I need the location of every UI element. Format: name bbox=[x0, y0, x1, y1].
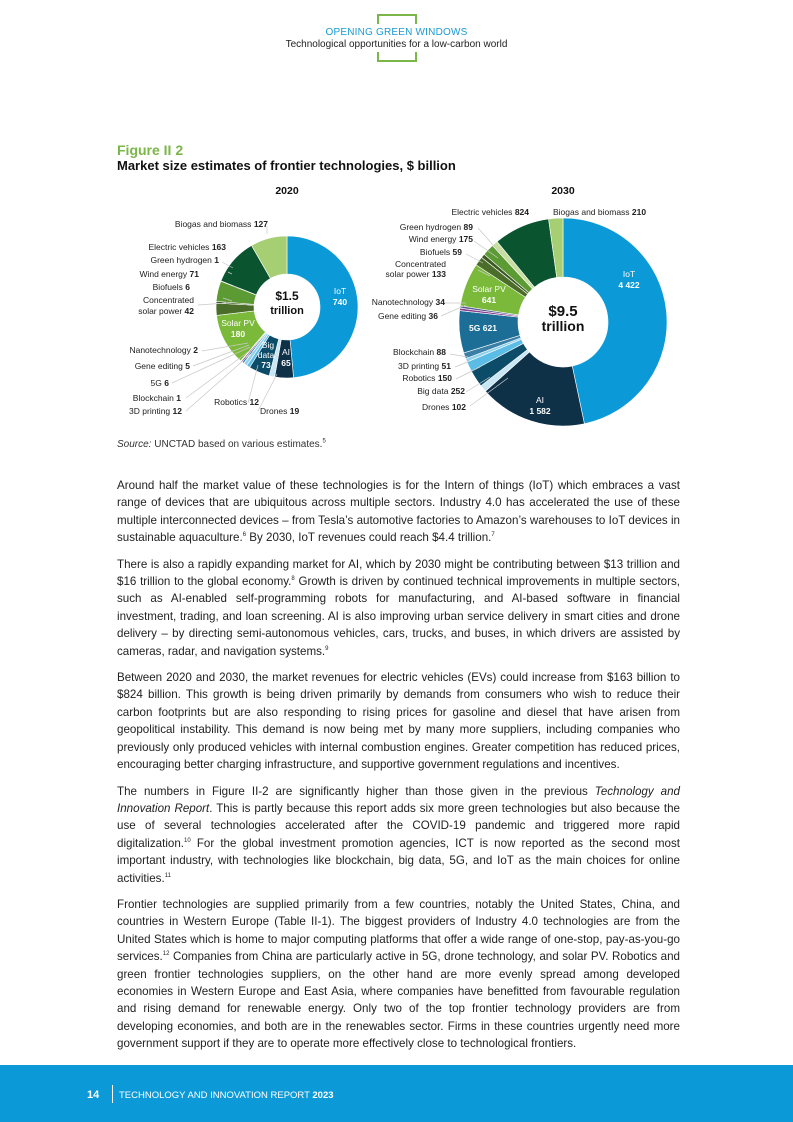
svg-text:Gene editing 5: Gene editing 5 bbox=[134, 361, 190, 371]
donut-charts bbox=[0, 175, 793, 435]
page-number: 14 bbox=[87, 1089, 100, 1101]
svg-text:Drones 19: Drones 19 bbox=[260, 406, 300, 416]
footnote-ref: 8 bbox=[291, 576, 295, 583]
svg-text:Nanotechnology 34: Nanotechnology 34 bbox=[371, 297, 445, 307]
chart-2030-title: 2030 bbox=[551, 185, 575, 197]
footnote-ref: 7 bbox=[491, 532, 495, 539]
header-bracket-top bbox=[377, 14, 417, 24]
header-subtitle: Technological opportunities for a low-carbon world bbox=[285, 39, 508, 50]
figure-source: Source: UNCTAD based on various estimates.$^5$ bbox=[117, 438, 326, 450]
body-text bbox=[117, 477, 680, 1062]
svg-text:Electric vehicles 163: Electric vehicles 163 bbox=[148, 242, 226, 252]
svg-text:Robotics 150: Robotics 150 bbox=[402, 373, 452, 383]
svg-text:AI: AI bbox=[281, 347, 291, 357]
svg-text:73: 73 bbox=[261, 360, 271, 370]
svg-text:3D printing 12: 3D printing 12 bbox=[129, 406, 182, 416]
svg-text:Wind energy 175: Wind energy 175 bbox=[408, 234, 473, 244]
footnote-ref: 10 bbox=[184, 837, 191, 844]
svg-text:740: 740 bbox=[332, 297, 348, 307]
header-bracket-bottom bbox=[377, 52, 417, 62]
svg-text:Blockchain 88: Blockchain 88 bbox=[393, 347, 446, 357]
chart-2020-total-unit: trillion bbox=[270, 305, 304, 317]
svg-text:AI: AI bbox=[535, 395, 545, 405]
svg-text:Biogas and biomass 127: Biogas and biomass 127 bbox=[174, 219, 268, 229]
svg-text:5G 621: 5G 621 bbox=[469, 323, 497, 333]
svg-text:Big: Big bbox=[261, 340, 275, 350]
svg-text:Solar PV: Solar PV bbox=[221, 318, 255, 328]
svg-text:1 582: 1 582 bbox=[529, 406, 551, 416]
svg-text:Concentrated: Concentrated bbox=[142, 295, 194, 305]
figure-label: Figure II 2 bbox=[117, 142, 184, 158]
report-name: TECHNOLOGY AND INNOVATION REPORT 2023 bbox=[119, 1090, 334, 1101]
svg-text:IoT: IoT bbox=[333, 286, 347, 296]
svg-text:Nanotechnology 2: Nanotechnology 2 bbox=[129, 345, 198, 355]
chart-2030-total-unit: trillion bbox=[541, 318, 585, 334]
chart-2030-total-amount: $9.5 bbox=[548, 303, 578, 320]
svg-text:Wind energy 71: Wind energy 71 bbox=[139, 269, 199, 279]
body-paragraph: The numbers in Figure II-2 are significantly higher than those given in the previous Technology and Innovation Report. This is partly because this report adds six more green technologies but also because the use of several technologies accelerated after the COVID-19 pandemic and triggered more rapid digitalization.$^{10}$ For the global investment promotion agencies, ICT is now reported as the second most important industry, with technologies like blockchain, big data, 5G, and IoT as the main choices for online activities.$^{11}$ bbox=[117, 784, 680, 885]
svg-text:solar power 42: solar power 42 bbox=[138, 306, 194, 316]
svg-text:Green hydrogen 89: Green hydrogen 89 bbox=[399, 222, 473, 232]
header-title: OPENING GREEN WINDOWS bbox=[325, 27, 468, 38]
svg-text:Concentrated: Concentrated bbox=[394, 259, 446, 269]
svg-text:Green hydrogen 1: Green hydrogen 1 bbox=[150, 255, 219, 265]
svg-text:Robotics 12: Robotics 12 bbox=[214, 397, 259, 407]
svg-text:Electric vehicles 824: Electric vehicles 824 bbox=[451, 207, 529, 217]
svg-text:Gene editing 36: Gene editing 36 bbox=[377, 311, 438, 321]
svg-text:Biofuels 6: Biofuels 6 bbox=[152, 282, 190, 292]
svg-text:65: 65 bbox=[281, 358, 291, 368]
footer-divider bbox=[112, 1085, 113, 1103]
svg-text:Solar PV: Solar PV bbox=[472, 284, 506, 294]
footnote-ref: 6 bbox=[242, 532, 247, 539]
page-footer bbox=[0, 1065, 793, 1122]
svg-text:Biofuels 59: Biofuels 59 bbox=[419, 247, 462, 257]
body-paragraph: There is also a rapidly expanding market for AI, which by 2030 might be contributing between $13 trillion and $16 trillion to the global economy.$^8$ Growth is driven by continued technical improvements in multiple sectors, such as AI-enabled self-programming robots for manufacturing, and AI-based software in financial investment, trading, and loan screening. AI is also improving urban service delivery in smart cities and drone delivery – by directing semi-autonomous vehicles, cars, trucks, and buses, in which drivers are assisted by cameras, radar, and navigation systems.$^9$ bbox=[117, 557, 680, 658]
chart-2020-total-amount: $1.5 bbox=[275, 289, 299, 303]
svg-text:Biogas and biomass 210: Biogas and biomass 210 bbox=[553, 207, 647, 217]
svg-text:IoT: IoT bbox=[622, 269, 636, 279]
svg-text:Drones 102: Drones 102 bbox=[422, 402, 466, 412]
svg-text:Blockchain 1: Blockchain 1 bbox=[132, 393, 181, 403]
svg-text:Big data 252: Big data 252 bbox=[417, 386, 465, 396]
svg-text:641: 641 bbox=[481, 295, 497, 305]
svg-text:180: 180 bbox=[230, 329, 246, 339]
footnote-ref: 12 bbox=[162, 951, 170, 958]
body-paragraph: Around half the market value of these technologies is for the Intern of things (IoT) which embraces a vast range of devices that are ubiquitous across multiple sectors. Industry 4.0 has accelerated the use of these multiple interconnected devices – from Tesla’s automotive factories to Amazon’s warehouses to IoT devices in sustainable aquaculture.$^6$ By 2030, IoT revenues could reach $4.4 trillion.$^7$ bbox=[117, 479, 680, 545]
body-paragraph: Between 2020 and 2030, the market revenues for electric vehicles (EVs) could increase from $163 billion to $824 billion. This growth is being driven primarily by demands from consumers who wish to reduce their carbon footprints but are also responding to rising prices for gasoline and diesel that have arisen from geopolitical instability. This demand is now being met by many more suppliers, including companies who previously only produced vehicles with internal combustion engines. Greater competition has reduced prices, encouraging better charging infrastructure, and supportive government regulations and incentives. bbox=[117, 671, 680, 772]
figure-title: Market size estimates of frontier technologies, $ billion bbox=[117, 158, 456, 173]
body-paragraph: Frontier technologies are supplied primarily from a few countries, notably the United States, China, and countries in Western Europe (Table II-1). The biggest providers of Industry 4.0 technologies are from the United States which is home to major computing platforms that offer a wide range of one-stop, pay-as-you-go services.$^{12}$ Companies from China are particularly active in 5G, drone technology, and solar PV. Robotics and green frontier technologies suppliers, on the other hand are more evenly spread among developed economies in Western Europe and East Asia, where companies have benefitted from favourable regulation and rising demand for renewable energy. Only two of the top frontier technology providers are from developing economies, and both are in the renewables sector. Firms in these countries urgently need more government support if they are to operate more effectively close to technological frontiers. bbox=[117, 897, 680, 1051]
svg-text:3D printing 51: 3D printing 51 bbox=[398, 361, 451, 371]
chart-2020-title: 2020 bbox=[275, 185, 299, 197]
footnote-ref: 11 bbox=[164, 872, 171, 879]
svg-text:4 422: 4 422 bbox=[618, 280, 640, 290]
svg-text:5G 6: 5G 6 bbox=[150, 378, 169, 388]
footnote-ref: 9 bbox=[325, 645, 329, 652]
svg-text:data: data bbox=[257, 350, 275, 360]
svg-text:solar power 133: solar power 133 bbox=[385, 269, 446, 279]
